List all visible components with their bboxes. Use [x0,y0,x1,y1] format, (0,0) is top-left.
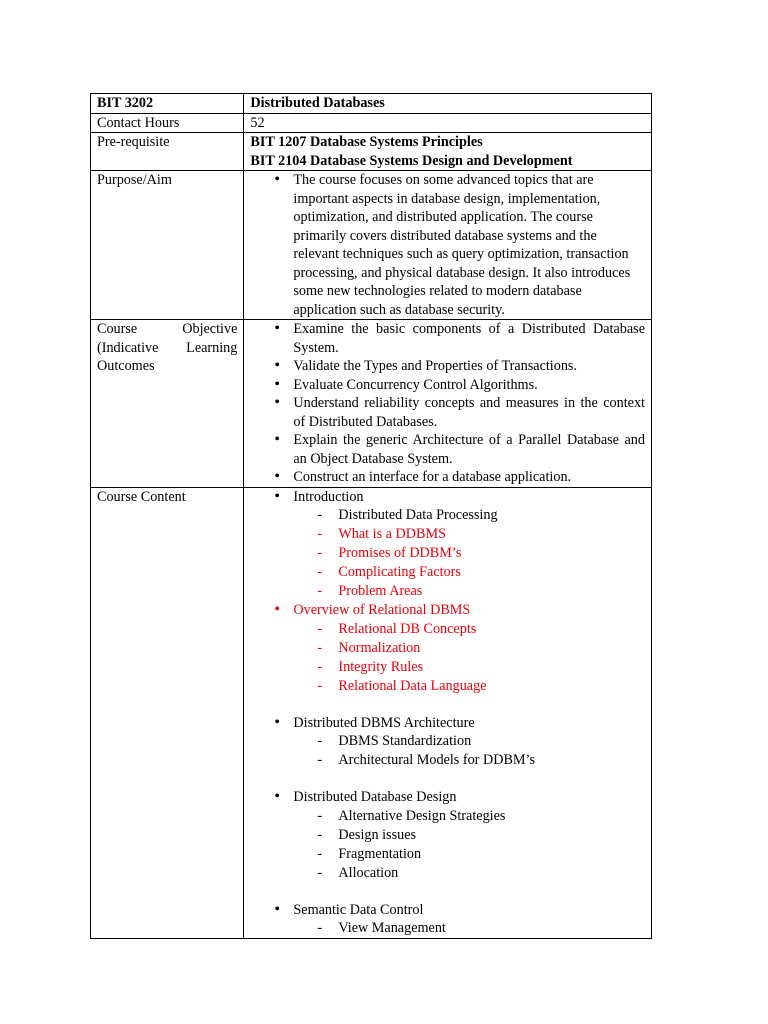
subtopic: - Promises of DDBM’s [293,544,645,563]
objective-item: • Validate the Types and Properties of Transactions. [250,357,645,376]
subtopic: - Normalization [293,639,645,658]
topic-introduction [250,488,645,602]
topic-architecture [250,714,645,771]
objective-item: • Understand reliability concepts and measures in the context of Distributed Databases. [250,394,645,431]
objective-value [244,320,652,488]
objective-item: • Construct an interface for a database application. [250,468,645,487]
content-topics [250,488,645,939]
subtopic: - Relational DB Concepts [293,620,645,639]
row-course-content [91,487,652,939]
objective-item: • Examine the basic components of a Distributed Database System. [250,320,645,357]
objective-item: • Explain the generic Architecture of a Parallel Database and an Object Database System. [250,431,645,468]
topic-title: Distributed Database Design [293,789,457,805]
subtopic-list [293,506,645,601]
topic-semantic-control [250,901,645,939]
subtopic: - Allocation [293,864,645,883]
course-title: Distributed Databases [244,94,652,114]
prerequisite-label: Pre-requisite [91,133,244,171]
purpose-text: The course focuses on some advanced topics that are important aspects in database design, implementation, optimization, and distributed application. The course primarily covers distributed database systems and the relevant techniques such as query optimization, transaction processing, and physical database design. It also introduces some new technologies related to modern database application such as database security. [293,172,631,318]
subtopic: - Problem Areas [293,582,645,601]
course-code: BIT 3202 [91,94,244,114]
objective-label-line: Course Objective [97,321,238,337]
contact-hours-value: 52 [244,113,652,133]
contact-hours-label: Contact Hours [91,113,244,133]
row-prerequisite [91,133,652,171]
subtopic: - Design issues [293,826,645,845]
objective-label-line: Outcomes [97,358,155,374]
subtopic: - Distributed Data Processing [293,506,645,525]
topic-title: Semantic Data Control [293,901,424,918]
content-label: Course Content [91,487,244,939]
subtopic: - What is a DDBMS [293,525,645,544]
topic-title: Introduction [293,488,364,505]
row-purpose [91,171,652,320]
row-objective [91,320,652,488]
subtopic-list [293,919,645,938]
purpose-list [250,171,645,319]
subtopic-list [293,620,645,696]
row-contact-hours [91,113,652,133]
course-outline-table [90,93,652,939]
prerequisite-values [244,133,652,171]
topic-design [250,788,645,883]
topic-title: Distributed DBMS Architecture [293,714,475,731]
subtopic: - View Management [293,919,645,938]
prerequisite-course: BIT 1207 Database Systems Principles [250,134,483,150]
subtopic-list [293,732,645,770]
objective-item: • Evaluate Concurrency Control Algorithms. [250,376,645,395]
row-course-code [91,94,652,114]
topic-title: Overview of Relational DBMS [293,602,471,618]
subtopic: - Architectural Models for DDBM’s [293,751,645,770]
objective-list [250,320,645,487]
purpose-value [244,171,652,320]
purpose-label: Purpose/Aim [91,171,244,320]
subtopic: - Complicating Factors [293,563,645,582]
subtopic: - Relational Data Language [293,677,645,696]
content-value [244,487,652,939]
subtopic: - Fragmentation [293,845,645,864]
subtopic: - Alternative Design Strategies [293,807,645,826]
purpose-item [250,171,645,319]
objective-label-line: (Indicative Learning [97,339,238,356]
subtopic: - Integrity Rules [293,658,645,677]
prerequisite-course: BIT 2104 Database Systems Design and Development [250,152,573,169]
subtopic: - DBMS Standardization [293,732,645,751]
subtopic-list [293,807,645,883]
topic-relational-overview [250,601,645,696]
objective-label [91,320,244,488]
